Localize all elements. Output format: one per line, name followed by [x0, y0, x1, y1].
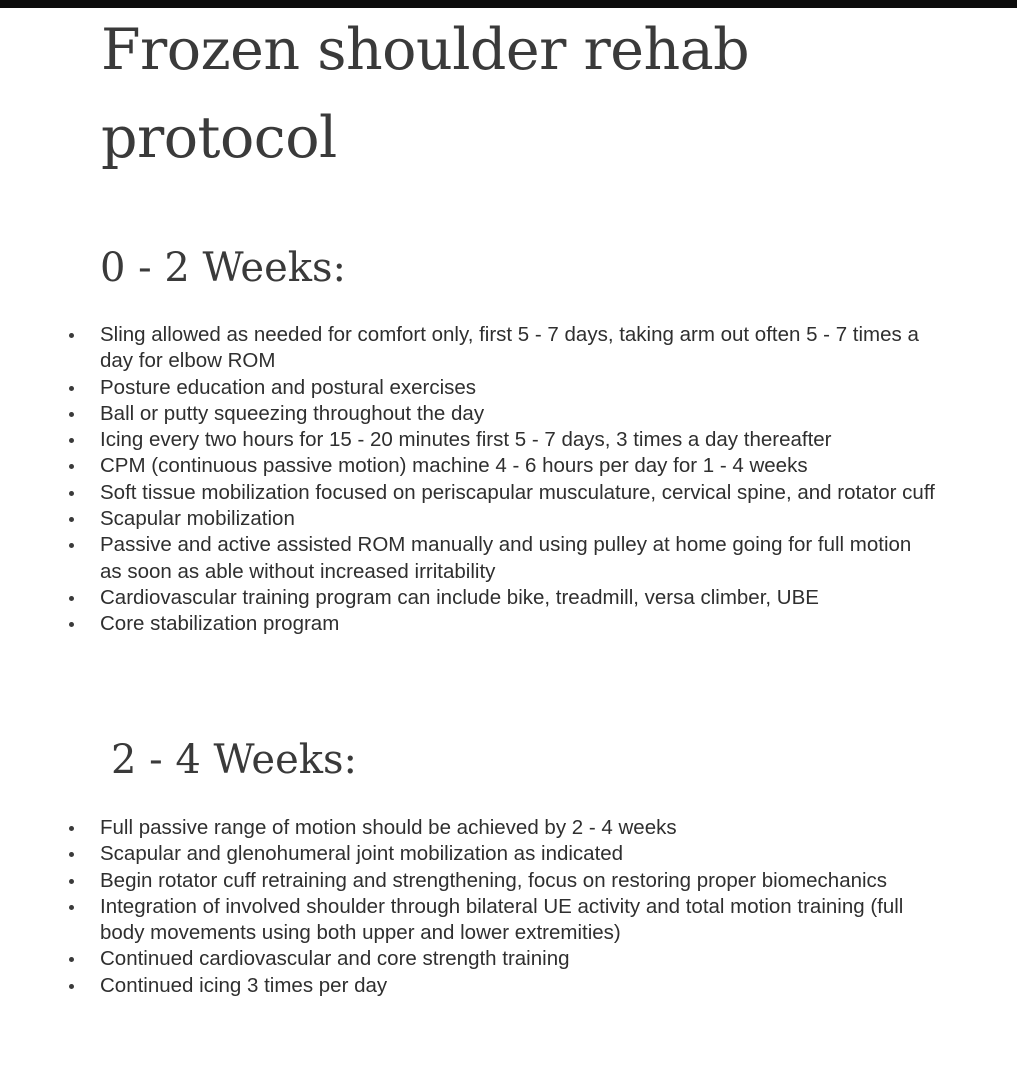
list-item-text: Scapular and glenohumeral joint mobilization as indicated [100, 842, 624, 866]
list-item [0, 868, 1017, 894]
bullet-icon [69, 622, 74, 627]
list-item [0, 946, 1017, 972]
list-item-text: Continued cardiovascular and core strength training [100, 947, 570, 971]
bullet-icon [69, 491, 74, 496]
list-item [0, 815, 1017, 841]
list-item [0, 322, 1017, 375]
bullet-icon [69, 596, 74, 601]
bullet-icon [69, 438, 74, 443]
list-item-text: Ball or putty squeezing throughout the day [100, 401, 485, 425]
list-item-text: Soft tissue mobilization focused on periscapular musculature, cervical spine, and rotator cuff [100, 480, 935, 504]
bullet-icon [69, 517, 74, 522]
list-item-text: Cardiovascular training program can include bike, treadmill, versa climber, UBE [100, 585, 819, 609]
list-item-text: Posture education and postural exercises [100, 375, 477, 399]
bullet-icon [69, 879, 74, 884]
section-heading-2-4-weeks: 2 - 4 Weeks: [111, 737, 357, 783]
list-item [0, 427, 1017, 453]
bullet-icon [69, 852, 74, 857]
list-item-text: Icing every two hours for 15 - 20 minutes first 5 - 7 days, 3 times a day thereafter [100, 428, 832, 452]
list-item-text: Scapular mobilization [100, 507, 295, 531]
list-item-text: Sling allowed as needed for comfort only, first 5 - 7 days, taking arm out often 5 - 7 times a day for elbow ROM [100, 323, 919, 373]
list-item-text: Passive and active assisted ROM manually and using pulley at home going for full motion as soon as able without increased irritability [100, 533, 912, 583]
section-heading-0-2-weeks: 0 - 2 Weeks: [100, 245, 346, 291]
bullet-list-2-4-weeks [0, 815, 1017, 999]
list-item-text: Integration of involved shoulder through bilateral UE activity and total motion training (full body movements using both upper and lower extremities) [100, 894, 904, 945]
bullet-icon [69, 826, 74, 831]
bullet-icon [69, 984, 74, 989]
bullet-icon [69, 543, 74, 548]
list-item [0, 375, 1017, 401]
list-item-text: Core stabilization program [100, 612, 340, 636]
list-item [0, 585, 1017, 611]
list-item [0, 453, 1017, 479]
bullet-icon [69, 957, 74, 962]
list-item [0, 611, 1017, 637]
list-item-text: Begin rotator cuff retraining and strengthening, focus on restoring proper biomechanics [100, 868, 888, 892]
list-item [0, 532, 1017, 585]
bullet-icon [69, 333, 74, 338]
list-item-text: CPM (continuous passive motion) machine 4 - 6 hours per day for 1 - 4 weeks [100, 454, 808, 478]
list-item [0, 480, 1017, 506]
bullet-icon [69, 386, 74, 391]
bullet-icon [69, 905, 74, 910]
list-item-text: Full passive range of motion should be achieved by 2 - 4 weeks [100, 816, 677, 839]
page-title: Frozen shoulder rehab protocol [101, 17, 750, 171]
list-item [0, 894, 1017, 947]
list-item [0, 973, 1017, 999]
bullet-icon [69, 412, 74, 417]
bullet-list-0-2-weeks [0, 322, 1017, 638]
list-item [0, 506, 1017, 532]
list-item-text: Continued icing 3 times per day [100, 973, 388, 997]
list-item [0, 401, 1017, 427]
bullet-icon [69, 464, 74, 469]
list-item [0, 841, 1017, 867]
